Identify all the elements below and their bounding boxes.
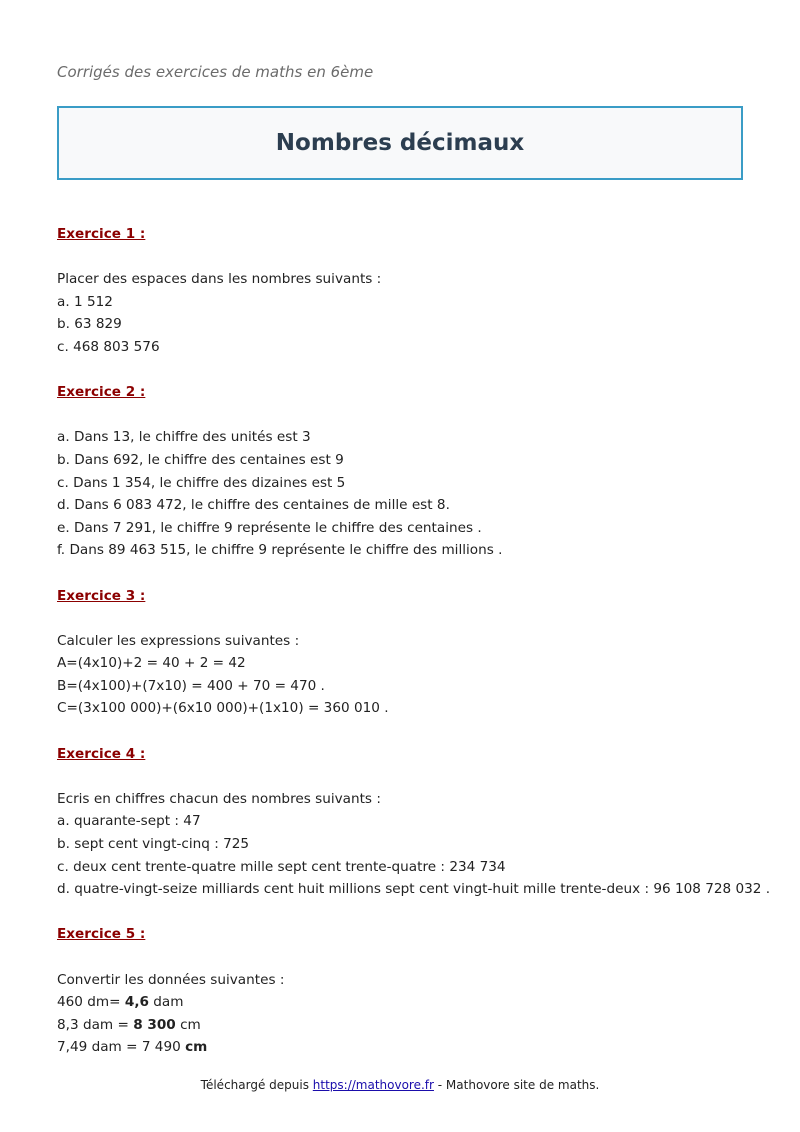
exercise-title: Exercice 5 : [57,926,146,943]
exercise-instruction: Convertir les données suivantes : [57,971,285,988]
answer-line: C=(3x100 000)+(6x10 000)+(1x10) = 360 010 . [57,700,389,717]
conversion-answer: cm [185,1039,208,1056]
conversion-line [57,1014,757,1037]
conversion-answer: 4,6 [124,994,149,1011]
answer-line: a. 1 512 [57,293,113,310]
exercise-3 [57,585,757,721]
answer-line: a. Dans 13, le chiffre des unités est 3 [57,429,311,446]
footer-prefix: Téléchargé depuis [200,1078,313,1092]
conversion-line [57,991,757,1014]
answer-line: A=(4x10)+2 = 40 + 2 = 42 [57,655,246,672]
answer-line: c. deux cent trente-quatre mille sept cent trente-quatre : 234 734 [57,858,506,875]
exercise-content [57,223,771,1059]
answer-line: c. Dans 1 354, le chiffre des dizaines est 5 [57,474,346,491]
exercise-2 [57,381,757,562]
answer-line: a. quarante-sept : 47 [57,813,201,830]
page-footer [0,1078,800,1092]
conversion-unit: dam [148,994,184,1011]
answer-line: d. quatre-vingt-seize milliards cent huit millions sept cent vingt-huit mille trente-deux : 96 108 728 032 . [57,881,771,898]
exercise-title: Exercice 2 : [57,384,146,401]
exercise-title: Exercice 4 : [57,745,146,762]
answer-line: d. Dans 6 083 472, le chiffre des centaines de mille est 8. [57,497,450,514]
footer-suffix: - Mathovore site de maths. [433,1078,600,1092]
exercise-5 [57,923,757,1059]
conversion-text: 8,3 dam = [57,1016,134,1033]
page-subtitle: Corrigés des exercices de maths en 6ème [57,63,374,81]
exercise-instruction: Ecris en chiffres chacun des nombres suivants : [57,790,381,807]
conversion-line [57,1036,757,1059]
exercise-1 [57,223,757,359]
conversion-unit: cm [175,1016,201,1033]
mathovore-link[interactable]: https://mathovore.fr [312,1078,434,1092]
conversion-text: 7,49 dam = 7 490 [57,1039,186,1056]
exercise-instruction: Calculer les expressions suivantes : [57,632,300,649]
page-title: Nombres décimaux [275,130,525,156]
answer-line: b. sept cent vingt-cinq : 725 [57,836,250,853]
exercise-instruction: Placer des espaces dans les nombres suivants : [57,271,382,288]
conversion-answer: 8 300 [133,1016,176,1033]
answer-line: f. Dans 89 463 515, le chiffre 9 représente le chiffre des millions . [57,542,503,559]
answer-line: c. 468 803 576 [57,338,160,355]
answer-line: B=(4x100)+(7x10) = 400 + 70 = 470 . [57,677,325,694]
answer-line: e. Dans 7 291, le chiffre 9 représente le chiffre des centaines . [57,519,482,536]
exercise-4 [57,743,771,901]
exercise-title: Exercice 3 : [57,587,146,604]
title-box [57,106,743,180]
exercise-title: Exercice 1 : [57,226,146,242]
answer-line: b. 63 829 [57,316,122,333]
answer-line: b. Dans 692, le chiffre des centaines est 9 [57,451,344,468]
conversion-text: 460 dm= [57,994,125,1011]
